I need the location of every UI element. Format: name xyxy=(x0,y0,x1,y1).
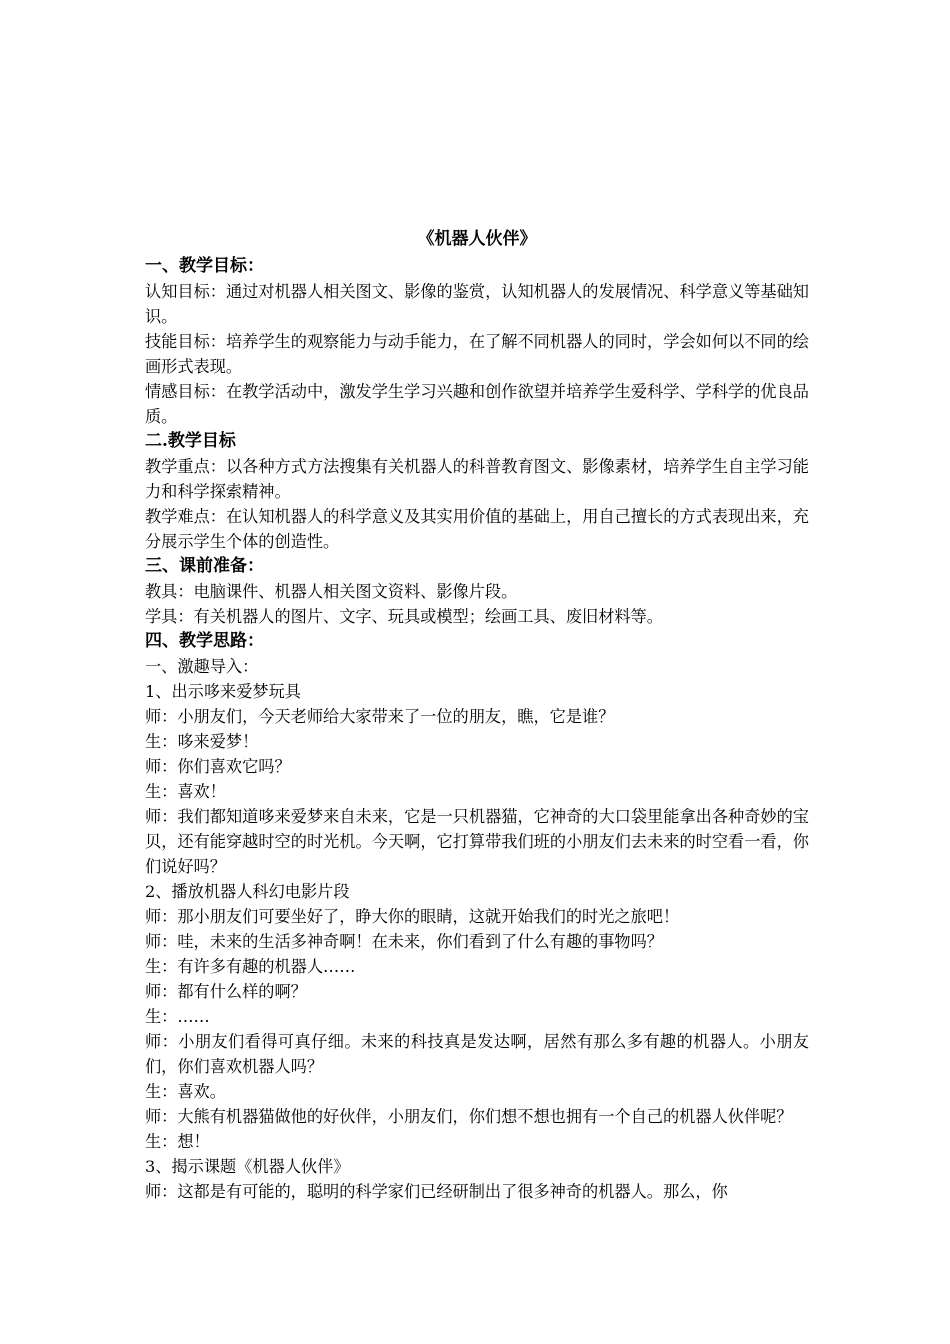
dialogue-line: 师：那小朋友们可要坐好了，睁大你的眼睛，这就开始我们的时光之旅吧！ xyxy=(145,907,680,926)
dialogue-line: 生：想！ xyxy=(145,1132,210,1151)
skill-goal-paragraph: 技能目标：培养学生的观察能力与动手能力，在了解不同机器人的同时，学会如何以不同的绘画形式表现。 xyxy=(145,332,809,376)
key-point-paragraph: 教学重点：以各种方式方法搜集有关机器人的科普教育图文、影像素材，培养学生自主学习能力和科学探索精神。 xyxy=(145,457,809,501)
document-page xyxy=(145,224,809,1204)
teacher-tools-line: 教具：电脑课件、机器人相关图文资料、影像片段。 xyxy=(145,582,518,601)
dialogue-line: 师：都有什么样的啊？ xyxy=(145,982,307,1001)
dialogue-paragraph: 师：大熊有机器猫做他的好伙伴，小朋友们，你们想不想也拥有一个自己的机器人伙伴呢？ xyxy=(145,1107,793,1126)
difficulty-paragraph: 教学难点：在认知机器人的科学意义及其实用价值的基础上，用自己擅长的方式表现出来，充分展示学生个体的创造性。 xyxy=(145,507,809,551)
dialogue-line: 生：喜欢！ xyxy=(145,782,226,801)
step-item-1: 1、出示哆来爱梦玩具 xyxy=(145,682,301,701)
dialogue-line: 生：哆来爱梦！ xyxy=(145,732,259,751)
dialogue-line: 师：你们喜欢它吗？ xyxy=(145,757,291,776)
document-title: 《机器人伙伴》 xyxy=(417,229,537,249)
step-item-2: 2、播放机器人科幻电影片段 xyxy=(145,882,350,901)
dialogue-line: 师：这都是有可能的，聪明的科学家们已经研制出了很多神奇的机器人。那么，你 xyxy=(145,1182,728,1201)
cognitive-goal-paragraph: 认知目标：通过对机器人相关图文、影像的鉴赏，认知机器人的发展情况、科学意义等基础知识。 xyxy=(145,282,809,326)
dialogue-line: 生：…… xyxy=(145,1007,210,1026)
section-heading-teaching-ideas: 四、教学思路： xyxy=(145,631,264,651)
emotion-goal-paragraph: 情感目标：在教学活动中，激发学生学习兴趣和创作欲望并培养学生爱科学、学科学的优良品质。 xyxy=(145,382,809,426)
dialogue-paragraph: 师：小朋友们看得可真仔细。未来的科技真是发达啊，居然有那么多有趣的机器人。小朋友们，你们喜欢机器人吗？ xyxy=(145,1032,809,1076)
step-item-3: 3、揭示课题《机器人伙伴》 xyxy=(145,1157,350,1176)
dialogue-line: 生：喜欢。 xyxy=(145,1082,226,1101)
dialogue-line: 师：小朋友们，今天老师给大家带来了一位的朋友，瞧，它是谁？ xyxy=(145,707,615,726)
dialogue-line: 师：哇，未来的生活多神奇啊！在未来，你们看到了什么有趣的事物吗？ xyxy=(145,932,663,951)
section-heading-goals-2: 二.教学目标 xyxy=(145,431,236,451)
student-tools-line: 学具：有关机器人的图片、文字、玩具或模型；绘画工具、废旧材料等。 xyxy=(145,607,663,626)
dialogue-paragraph: 师：我们都知道哆来爱梦来自未来，它是一只机器猫，它神奇的大口袋里能拿出各种奇妙的宝贝，还有能穿越时空的时光机。今天啊，它打算带我们班的小朋友们去未来的时空看一看，你们说好吗？ xyxy=(145,807,809,876)
step-heading-intro: 一、激趣导入： xyxy=(145,657,259,676)
section-heading-preparation: 三、课前准备： xyxy=(145,556,264,576)
dialogue-line: 生：有许多有趣的机器人…… xyxy=(145,957,356,976)
section-heading-objectives: 一、教学目标： xyxy=(145,256,264,276)
